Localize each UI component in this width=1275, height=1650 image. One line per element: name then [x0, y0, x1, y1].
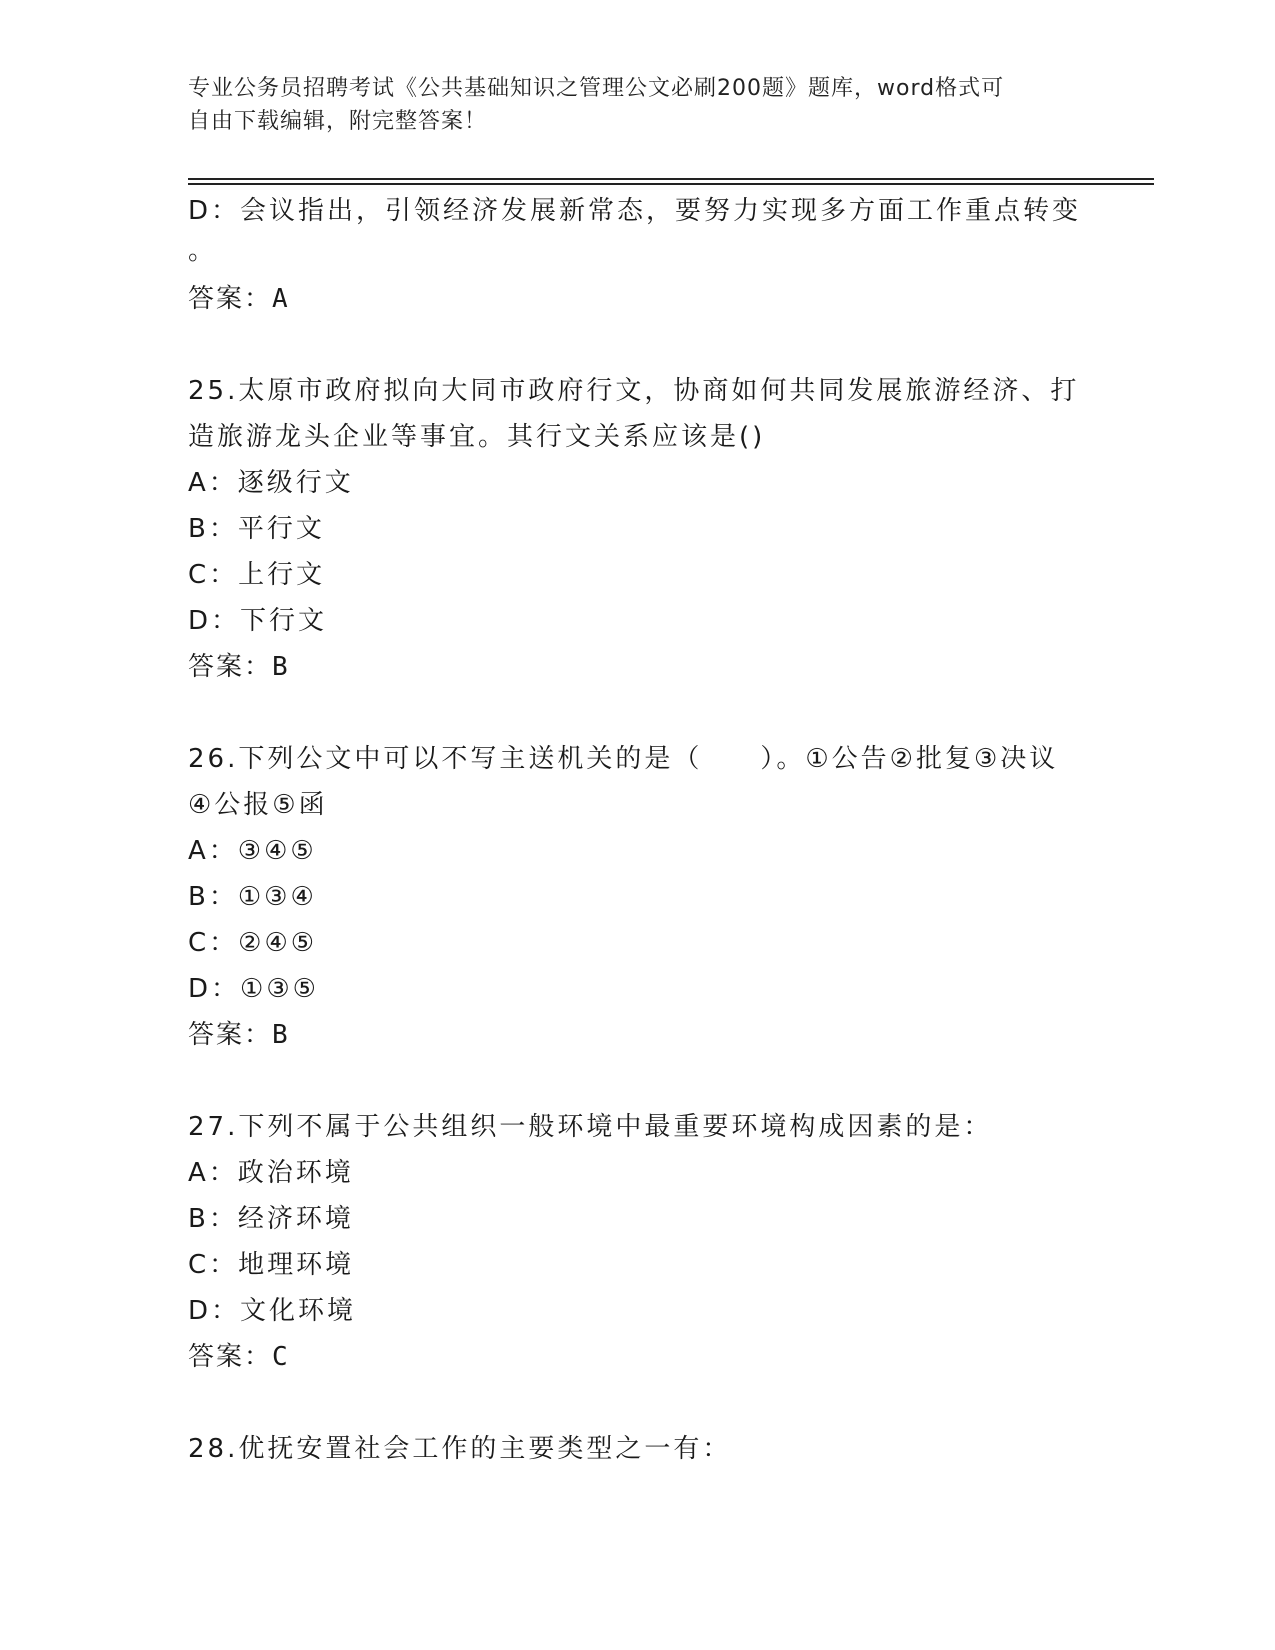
- question-content: [188, 188, 1088, 1472]
- option-c: C：上行文: [188, 560, 326, 590]
- option-b: B：平行文: [188, 514, 325, 544]
- question-spacer: [188, 1058, 1088, 1104]
- answer-line: [188, 644, 1088, 690]
- answer-value: B: [272, 1020, 290, 1050]
- question-stem: 25.太原市政府拟向大同市政府行文，协商如何共同发展旅游经济、打: [188, 376, 1080, 406]
- option-d: D：文化环境: [188, 1296, 357, 1326]
- answer-label: 答案：: [188, 1342, 273, 1372]
- header-title-line-1: 专业公务员招聘考试《公共基础知识之管理公文必刷200题》题库，word格式可: [188, 76, 1005, 101]
- answer-value: B: [272, 652, 290, 682]
- header-title-line-2: 自由下载编辑，附完整答案！: [188, 109, 488, 134]
- option-d-ending: 。: [188, 236, 215, 266]
- question-stem: 27.下列不属于公共组织一般环境中最重要环境构成因素的是：: [188, 1112, 993, 1142]
- option-c: C：②④⑤: [188, 928, 318, 958]
- option-a: A：③④⑤: [188, 836, 317, 866]
- option-b: B：①③④: [188, 882, 317, 912]
- header-rule-top: [188, 178, 1154, 180]
- option-d: D：会议指出，引领经济发展新常态，要努力实现多方面工作重点转变: [188, 196, 1082, 226]
- option-a: A：政治环境: [188, 1158, 354, 1188]
- question-25: [188, 368, 1088, 690]
- answer-label: 答案：: [188, 284, 273, 314]
- question-stem: 26.下列公文中可以不写主送机关的是（ ）。①公告②批复③决议: [188, 744, 1059, 774]
- option-b: B：经济环境: [188, 1204, 354, 1234]
- answer-line: [188, 276, 1088, 322]
- option-d: D：下行文: [188, 606, 328, 636]
- answer-label: 答案：: [188, 1020, 273, 1050]
- header-rule-bottom: [188, 183, 1154, 185]
- question-stem: 28.优抚安置社会工作的主要类型之一有：: [188, 1434, 732, 1464]
- document-header: [188, 72, 1068, 138]
- answer-line: [188, 1334, 1088, 1380]
- option-a: A：逐级行文: [188, 468, 354, 498]
- question-spacer: [188, 1380, 1088, 1426]
- option-c: C：地理环境: [188, 1250, 355, 1280]
- question-stem: 造旅游龙头企业等事宜。其行文关系应该是(): [188, 422, 766, 452]
- question-spacer: [188, 322, 1088, 368]
- answer-line: [188, 1012, 1088, 1058]
- question-26: [188, 736, 1088, 1058]
- question-27: [188, 1104, 1088, 1380]
- question-stem: ④公报⑤函: [188, 790, 328, 820]
- option-d: D：①③⑤: [188, 974, 319, 1004]
- question-28: [188, 1426, 1088, 1472]
- answer-value: C: [272, 1342, 290, 1372]
- answer-label: 答案：: [188, 652, 273, 682]
- question-spacer: [188, 690, 1088, 736]
- answer-value: A: [272, 284, 290, 314]
